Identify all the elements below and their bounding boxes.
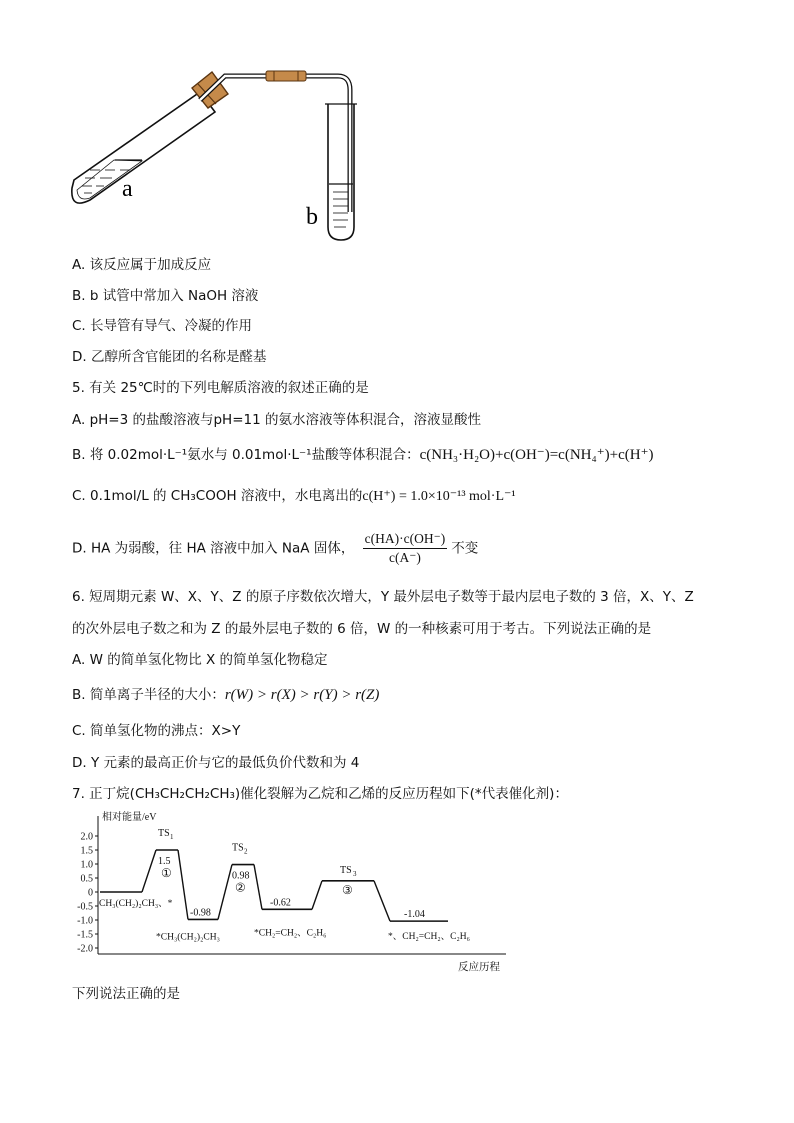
ts2-subscript: 2	[244, 847, 248, 856]
ts1-subscript: 1	[170, 833, 174, 841]
q6-stem-line1: 6. 短周期元素 W、X、Y、Z 的原子序数依次增大，Y 最外层电子数等于最内层电子数的 3 倍，X、Y、Z	[72, 589, 694, 605]
q5-option-b-text: B. 将 0.02mol·L⁻¹氨水与 0.01mol·L⁻¹盐酸等体积混合：	[72, 447, 420, 463]
energy-connector	[254, 865, 262, 910]
y-tick-label: 0.5	[80, 873, 93, 885]
product-label: *、CH₂=CH₂、C₂H₆	[388, 932, 470, 943]
q6-option-b	[72, 686, 379, 704]
energy-connector	[178, 850, 188, 919]
y-tick-label: 1.5	[80, 845, 93, 857]
intermediate1-label: *CH₃(CH₂)₂CH₃	[156, 932, 220, 943]
y-axis-label: 相对能量/eV	[102, 812, 157, 823]
ts1-value: 1.5	[158, 856, 171, 867]
step-1-marker: ①	[161, 866, 172, 880]
q5-option-b-formula: c(NH₃·H₂O)+c(OH⁻)=c(NH₄⁺)+c(H⁺)	[419, 447, 654, 463]
q5-option-d-tail: 不变	[451, 540, 479, 557]
int2-value: -0.62	[270, 897, 291, 909]
q5-option-c	[72, 487, 516, 506]
y-tick-label: 0	[88, 887, 93, 899]
q7-stem: 7. 正丁烷(CH₃CH₂CH₂CH₃)催化裂解为乙烷和乙烯的反应历程如下(*代表催化剂)：	[72, 786, 568, 802]
q5-option-b	[72, 446, 653, 464]
reactant-label: CH₃(CH₂)₂CH₃、*	[99, 899, 173, 909]
label-a: a	[122, 176, 133, 202]
intermediate2-label: *CH₂=CH₂、C₂H₆	[254, 928, 327, 939]
q5-option-d-text: D. HA 为弱酸，往 HA 溶液中加入 NaA 固体，	[72, 540, 355, 557]
y-tick-label: -1.5	[77, 929, 93, 941]
x-axis-label: 反应历程	[458, 962, 500, 973]
q5-option-c-text: C. 0.1mol/L 的 CH₃COOH 溶液中，水电离出的	[72, 488, 363, 504]
test-tube-a	[72, 92, 215, 203]
int1-value: -0.98	[190, 907, 211, 919]
q6-option-c: C. 简单氢化物的沸点：X>Y	[72, 723, 241, 739]
q4-option-b: B. b 试管中常加入 NaOH 溶液	[72, 288, 259, 304]
energy-connector	[218, 865, 232, 920]
ts2-label: TS	[232, 842, 244, 854]
q6-option-b-text: B. 简单离子半径的大小：	[72, 687, 225, 703]
y-tick-label: 1.0	[80, 859, 93, 871]
q4-option-a: A. 该反应属于加成反应	[72, 257, 212, 273]
q6-stem-line2: 的次外层电子数之和为 Z 的最外层电子数的 6 倍，W 的一种核素可用于考古。下列说法正确的是	[72, 621, 652, 637]
ts2-value: 0.98	[232, 870, 250, 882]
energy-connector	[374, 881, 390, 921]
y-tick-label: -1.0	[77, 915, 93, 927]
label-b: b	[306, 204, 318, 230]
q5-stem: 5. 有关 25℃时的下列电解质溶液的叙述正确的是	[72, 380, 369, 396]
ts3-subscript: 3	[353, 869, 357, 878]
energy-profile-chart	[66, 808, 526, 978]
ts3-label: TS	[340, 864, 352, 876]
q4-option-d: D. 乙醇所含官能团的名称是醛基	[72, 349, 267, 365]
energy-connector	[312, 881, 322, 910]
y-tick-label: -0.5	[77, 901, 93, 913]
q6-option-a: A. W 的简单氢化物比 X 的简单氢化物稳定	[72, 652, 328, 668]
product-value: -1.04	[404, 909, 425, 921]
energy-connector	[142, 850, 156, 892]
fraction-numerator: c(HA)·c(OH⁻)	[363, 530, 448, 549]
y-tick-label: -2.0	[77, 943, 93, 955]
esterification-apparatus-figure	[60, 62, 380, 242]
ts1-label: TS	[158, 828, 170, 839]
q6-option-d: D. Y 元素的最高正价与它的最低负价代数和为 4	[72, 755, 360, 771]
y-tick-label: 2.0	[80, 831, 93, 843]
step-2-marker: ②	[235, 880, 246, 895]
q5-option-d	[72, 530, 478, 567]
fraction-denominator: c(A⁻)	[388, 550, 421, 565]
step-3-marker: ③	[342, 882, 353, 897]
q5-option-a: A. pH=3 的盐酸溶液与pH=11 的氨水溶液等体积混合，溶液显酸性	[72, 412, 481, 428]
q5-option-c-formula: c(H⁺) = 1.0×10⁻¹³ mol·L⁻¹	[362, 489, 516, 504]
q7-question-tail: 下列说法正确的是	[72, 986, 180, 1002]
q5-option-d-fraction	[363, 530, 448, 567]
q4-option-c: C. 长导管有导气、冷凝的作用	[72, 318, 253, 334]
q6-option-b-formula: r(W) > r(X) > r(Y) > r(Z)	[224, 687, 380, 703]
